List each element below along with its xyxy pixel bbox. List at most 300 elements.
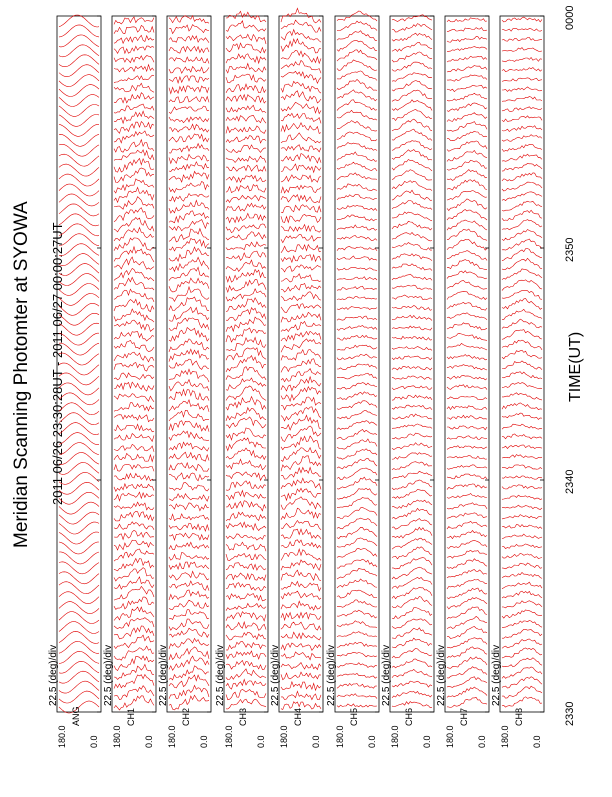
scan-trace <box>502 269 542 280</box>
scan-trace <box>337 143 377 151</box>
scan-trace <box>169 134 209 142</box>
scan-trace <box>281 467 321 479</box>
scan-trace <box>59 453 99 465</box>
scan-trace <box>502 639 542 648</box>
scan-trace <box>281 529 321 539</box>
scan-trace <box>392 577 432 588</box>
scan-trace <box>502 582 542 589</box>
scan-trace <box>169 171 209 182</box>
scan-trace <box>226 501 266 511</box>
scan-trace <box>447 160 487 170</box>
scan-trace <box>226 242 266 250</box>
scan-trace <box>169 76 209 83</box>
scan-trace <box>281 185 321 193</box>
scan-trace <box>114 434 154 442</box>
scan-trace <box>392 587 432 598</box>
scan-trace <box>392 638 432 648</box>
scan-trace <box>337 162 377 171</box>
scan-trace <box>447 170 487 181</box>
scan-trace <box>226 397 266 410</box>
scan-trace <box>114 484 154 492</box>
scan-trace <box>392 648 432 658</box>
scan-trace <box>281 255 321 263</box>
scan-trace <box>114 656 154 671</box>
series-label: CH2 <box>181 707 191 726</box>
scan-trace <box>59 661 99 673</box>
scan-trace <box>114 549 154 561</box>
scan-trace <box>502 58 542 62</box>
trace-group <box>447 18 487 708</box>
scan-trace <box>502 485 542 489</box>
scan-trace <box>337 642 377 647</box>
scan-trace <box>169 200 209 213</box>
scale-label: 22.5 (deg)/div <box>48 644 59 706</box>
scan-trace <box>281 456 321 471</box>
scan-trace <box>447 375 487 380</box>
scan-trace <box>169 600 209 609</box>
scan-trace <box>447 210 487 221</box>
scan-trace <box>337 401 377 410</box>
scan-trace <box>114 675 154 689</box>
scan-trace <box>337 326 377 331</box>
scan-trace <box>447 531 487 539</box>
scan-trace <box>502 424 542 429</box>
scan-trace <box>337 195 377 200</box>
scan-trace <box>114 75 154 83</box>
scan-trace <box>337 345 377 350</box>
scan-trace <box>392 628 432 639</box>
x-tick-label: 2330 <box>564 701 576 726</box>
scan-trace <box>114 332 154 341</box>
scan-trace <box>502 445 542 449</box>
scan-trace <box>392 681 432 687</box>
scan-trace <box>502 192 542 201</box>
scan-trace <box>392 527 432 538</box>
scan-trace <box>447 677 487 688</box>
scan-trace <box>502 629 542 638</box>
scan-trace <box>281 331 321 341</box>
scan-trace <box>502 455 542 459</box>
scan-trace <box>502 563 542 569</box>
scan-trace <box>447 334 487 341</box>
scan-trace <box>281 540 321 548</box>
scan-trace <box>392 233 432 241</box>
scan-trace <box>392 119 432 131</box>
scan-trace <box>447 122 487 132</box>
scan-trace <box>502 78 542 82</box>
scan-trace <box>169 542 209 549</box>
scan-trace <box>337 538 377 547</box>
scan-trace <box>447 229 487 240</box>
scan-trace <box>114 453 154 461</box>
scan-trace <box>447 559 487 569</box>
scan-trace <box>337 79 377 90</box>
scale-label: 22.5 (deg)/div <box>215 644 226 706</box>
scan-trace <box>337 335 377 340</box>
scan-trace <box>114 607 154 621</box>
panel-ch7 <box>436 16 489 748</box>
scan-trace <box>114 394 154 402</box>
scan-trace <box>226 651 266 659</box>
scan-trace <box>114 646 154 660</box>
scan-trace <box>337 31 377 41</box>
series-label: ANG <box>71 706 81 726</box>
scan-trace <box>337 373 377 379</box>
scan-trace <box>392 471 432 479</box>
scan-trace <box>502 144 542 151</box>
scan-trace <box>169 523 209 531</box>
scan-trace <box>226 21 266 32</box>
scan-trace <box>226 563 266 570</box>
scan-trace <box>447 18 487 22</box>
scan-trace <box>169 194 209 202</box>
scan-trace <box>114 158 154 172</box>
scan-trace <box>281 643 321 650</box>
y-tick-label: 0.0 <box>256 735 266 748</box>
scan-trace <box>281 397 321 410</box>
scale-label: 22.5 (deg)/div <box>103 644 114 706</box>
scan-trace <box>169 46 209 53</box>
scan-trace <box>59 313 99 325</box>
scan-trace <box>337 458 377 469</box>
panel-ch6 <box>381 15 434 748</box>
scan-trace <box>392 254 432 261</box>
panel-ch8 <box>491 16 544 748</box>
scan-trace <box>502 182 542 191</box>
scan-trace <box>281 283 321 292</box>
scan-trace <box>114 257 154 269</box>
scan-trace <box>114 247 154 262</box>
scan-trace <box>337 297 377 300</box>
scan-trace <box>447 616 487 628</box>
scan-trace <box>226 612 266 621</box>
scan-trace <box>392 306 432 311</box>
scan-trace <box>447 85 487 91</box>
scan-trace <box>447 365 487 370</box>
scan-trace <box>226 534 266 540</box>
scan-trace <box>226 438 266 451</box>
scan-trace <box>281 113 321 123</box>
scan-trace <box>337 100 377 111</box>
scan-trace <box>447 93 487 101</box>
scan-trace <box>447 456 487 460</box>
scan-trace <box>447 446 487 450</box>
scan-trace <box>447 647 487 658</box>
scan-trace <box>59 612 99 624</box>
scan-trace <box>226 126 266 133</box>
scan-trace <box>502 515 542 519</box>
scan-trace <box>392 347 432 351</box>
scan-trace <box>502 658 542 667</box>
scan-trace <box>392 395 432 400</box>
scan-trace <box>226 251 266 260</box>
scan-trace <box>502 220 542 230</box>
chart-subtitle: 2011 06/26 23:30:28UT - 2011 06/27 00:00:27UT <box>50 222 65 505</box>
scan-trace <box>281 312 321 322</box>
series-label: CH8 <box>514 707 524 726</box>
scan-trace <box>392 52 432 62</box>
x-tick-label: 0000 <box>564 5 576 30</box>
scan-trace <box>392 243 432 251</box>
scan-trace <box>392 619 432 629</box>
scan-trace <box>114 187 154 202</box>
scan-trace <box>169 278 209 292</box>
scan-trace <box>114 320 154 331</box>
scan-trace <box>447 550 487 558</box>
scan-trace <box>169 442 209 451</box>
scan-trace <box>114 424 154 432</box>
scan-trace <box>447 607 487 619</box>
scan-trace <box>337 694 377 699</box>
scan-trace <box>447 638 487 648</box>
scan-trace <box>114 352 154 362</box>
scan-trace <box>502 525 542 529</box>
scan-trace <box>226 554 266 561</box>
scale-label: 22.5 (deg)/div <box>326 644 337 706</box>
y-tick-label: 0.0 <box>477 735 487 748</box>
series-label: CH6 <box>404 707 414 726</box>
y-tick-label: 180.0 <box>167 725 177 748</box>
scan-trace <box>226 689 266 699</box>
scan-trace <box>226 156 266 163</box>
scan-trace <box>502 48 542 52</box>
scan-trace <box>114 597 154 609</box>
scan-trace <box>169 400 209 412</box>
scan-trace <box>502 68 542 72</box>
x-axis-label: TIME(UT) <box>567 331 584 402</box>
scale-label: 22.5 (deg)/div <box>436 644 447 706</box>
scan-trace <box>169 421 209 432</box>
scan-trace <box>337 559 377 568</box>
scan-trace <box>281 350 321 361</box>
scan-trace <box>447 260 487 270</box>
scan-trace <box>502 601 542 608</box>
scan-trace <box>447 37 487 43</box>
scan-trace <box>169 86 209 94</box>
scan-trace <box>447 323 487 330</box>
panels-group <box>48 6 576 748</box>
scan-trace <box>281 488 321 500</box>
scan-trace <box>447 494 487 499</box>
y-tick-label: 180.0 <box>279 725 289 748</box>
scan-trace <box>502 667 542 678</box>
scan-trace <box>59 194 99 206</box>
scan-trace <box>392 109 432 120</box>
scan-trace <box>226 289 266 301</box>
scan-trace <box>392 659 432 668</box>
scan-trace <box>502 126 542 132</box>
scan-trace <box>392 567 432 579</box>
scan-trace <box>392 462 432 470</box>
scan-trace <box>169 67 209 74</box>
scan-trace <box>169 571 209 580</box>
scan-trace <box>169 380 209 391</box>
panel-frame <box>335 16 379 712</box>
scan-trace <box>337 621 377 628</box>
scan-trace <box>502 648 542 658</box>
trace-group <box>392 15 432 708</box>
scan-trace <box>281 601 321 610</box>
scan-trace <box>502 249 542 261</box>
scan-trace <box>502 610 542 618</box>
scan-trace <box>337 507 377 518</box>
scan-trace <box>59 403 99 415</box>
scan-trace <box>226 84 266 93</box>
scan-trace <box>502 361 542 370</box>
scan-trace <box>169 562 209 569</box>
scan-trace <box>337 488 377 499</box>
scan-trace <box>281 652 321 660</box>
scan-trace <box>114 586 154 600</box>
scan-trace <box>169 590 209 600</box>
scan-trace <box>281 265 321 272</box>
scan-trace <box>392 201 432 210</box>
scan-trace <box>114 522 154 530</box>
scan-trace <box>447 687 487 697</box>
scan-trace <box>226 269 266 282</box>
scan-trace <box>447 426 487 430</box>
scan-trace <box>169 16 209 24</box>
scan-trace <box>226 583 266 591</box>
scan-trace <box>226 632 266 640</box>
scan-trace <box>392 558 432 569</box>
scan-trace <box>447 151 487 162</box>
trace-group <box>502 17 542 707</box>
scan-trace <box>447 465 487 470</box>
scan-trace <box>447 598 487 609</box>
scan-trace <box>337 392 377 400</box>
scan-trace <box>502 210 542 220</box>
scan-trace <box>114 93 154 103</box>
scan-trace <box>281 225 321 233</box>
scan-trace <box>447 47 487 52</box>
scan-trace <box>502 17 542 22</box>
scan-trace <box>447 131 487 140</box>
scan-trace <box>169 211 209 223</box>
trace-group <box>337 11 377 707</box>
scan-trace <box>502 383 542 389</box>
scan-trace <box>447 484 487 490</box>
scan-trace <box>502 495 542 499</box>
panel-ch5 <box>326 11 379 748</box>
scan-trace <box>502 393 542 400</box>
scan-trace <box>169 36 209 43</box>
scan-trace <box>114 568 154 581</box>
scan-trace <box>226 356 266 372</box>
scan-trace <box>447 292 487 300</box>
scan-trace <box>447 436 487 440</box>
series-label: CH4 <box>293 707 303 726</box>
scan-trace <box>281 581 321 590</box>
trace-group <box>59 15 99 713</box>
scan-trace <box>226 317 266 332</box>
scan-trace <box>392 100 432 111</box>
scan-trace <box>226 573 266 580</box>
scan-trace <box>502 340 542 350</box>
scan-trace <box>226 213 266 222</box>
scan-trace <box>447 697 487 707</box>
scan-trace <box>447 271 487 279</box>
scan-trace <box>337 21 377 30</box>
scan-trace <box>169 666 209 680</box>
scan-trace <box>337 568 377 579</box>
scan-trace <box>169 647 209 660</box>
scan-trace <box>59 592 99 604</box>
scan-trace <box>337 663 377 668</box>
scan-trace <box>502 403 542 410</box>
scan-trace <box>226 43 266 53</box>
scan-trace <box>169 552 209 560</box>
scan-trace <box>337 277 377 280</box>
scan-trace <box>392 42 432 51</box>
scan-trace <box>392 669 432 677</box>
x-tick-label: 2340 <box>564 469 576 494</box>
scan-trace <box>392 453 432 460</box>
scan-trace <box>169 463 209 472</box>
scan-trace <box>281 274 321 282</box>
scan-trace <box>169 675 209 688</box>
scan-trace <box>226 105 266 113</box>
scan-trace <box>169 181 209 192</box>
scan-trace <box>337 110 377 120</box>
scan-trace <box>392 221 432 230</box>
scan-trace <box>502 697 542 707</box>
scan-trace <box>281 245 321 253</box>
scan-trace <box>447 570 487 578</box>
scan-trace <box>392 24 432 32</box>
scan-trace <box>226 260 266 271</box>
scale-label: 22.5 (deg)/div <box>381 644 392 706</box>
scan-trace <box>337 579 377 588</box>
scan-trace <box>281 663 321 670</box>
scan-trace <box>169 229 209 242</box>
scan-trace <box>114 26 154 34</box>
scan-trace <box>447 385 487 390</box>
panel-ch1 <box>103 16 156 748</box>
y-tick-label: 180.0 <box>224 725 234 748</box>
scan-trace <box>392 443 432 450</box>
scan-trace <box>447 343 487 350</box>
scan-trace <box>502 572 542 578</box>
scan-trace <box>337 673 377 678</box>
scan-trace <box>226 417 266 428</box>
scan-trace <box>502 319 542 328</box>
scan-trace <box>281 549 321 560</box>
chart-title: Meridian Scanning Photomter at SYOWA <box>11 201 32 548</box>
scan-trace <box>281 154 321 164</box>
scan-trace <box>114 228 154 241</box>
scan-trace <box>392 519 432 530</box>
scan-trace <box>114 197 154 210</box>
scan-trace <box>169 238 209 251</box>
scan-trace <box>226 481 266 491</box>
scan-trace <box>114 696 154 710</box>
scan-trace <box>114 83 154 92</box>
scan-trace <box>114 65 154 72</box>
scan-trace <box>281 321 321 331</box>
scan-trace <box>337 704 377 707</box>
scan-trace <box>59 45 99 57</box>
scan-trace <box>337 449 377 460</box>
scan-trace <box>226 448 266 459</box>
scan-trace <box>226 54 266 63</box>
scan-trace <box>281 632 321 640</box>
scan-trace <box>169 695 209 710</box>
scan-trace <box>281 570 321 580</box>
scan-trace <box>447 355 487 360</box>
scan-trace <box>337 267 377 271</box>
scan-trace <box>502 677 542 688</box>
